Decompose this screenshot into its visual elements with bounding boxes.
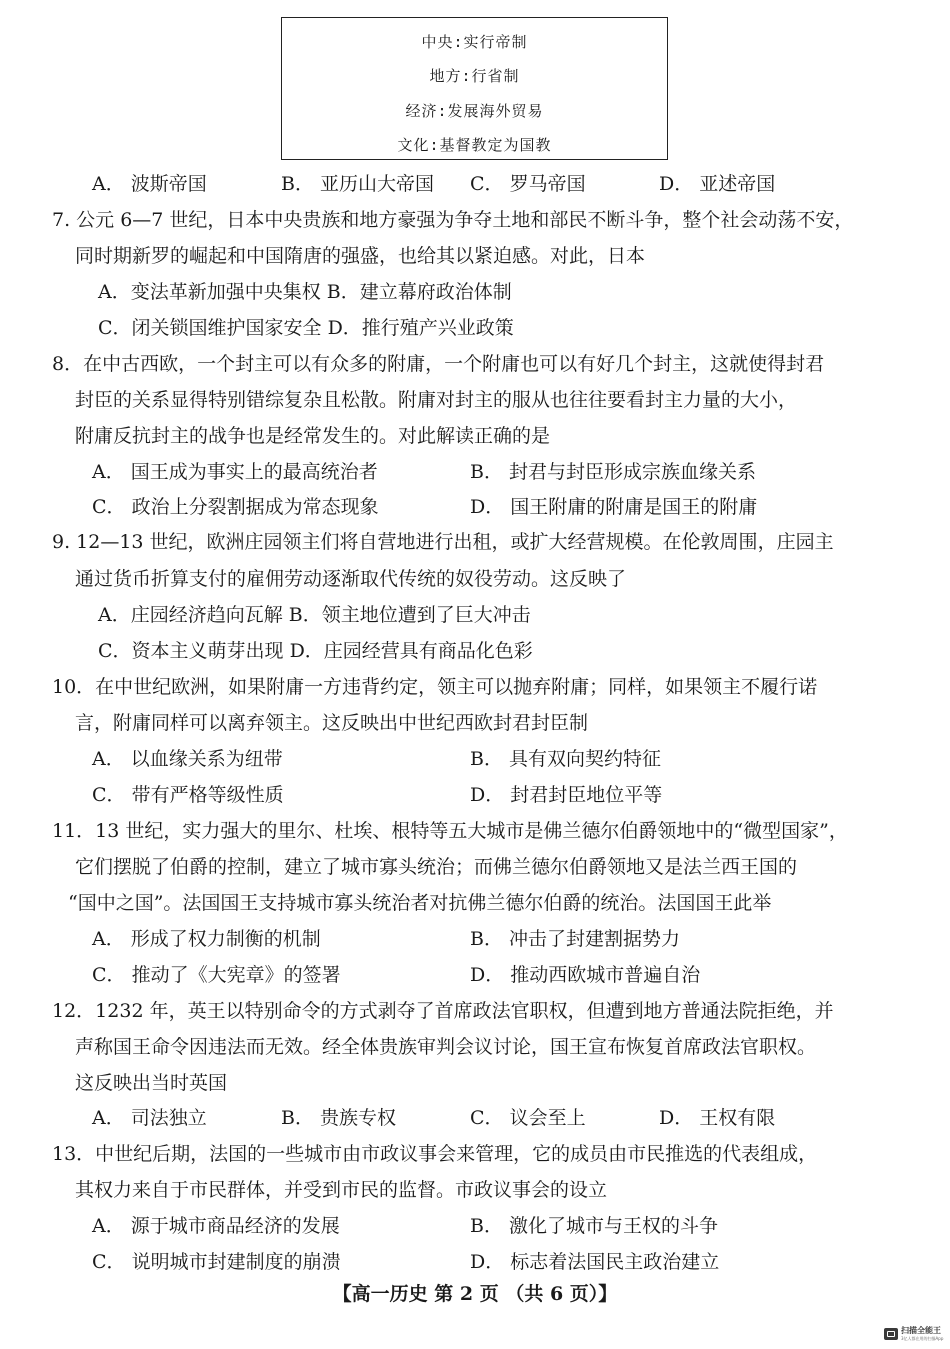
q12-stem-line1: 12．1232 年，英王以特别命令的方式剥夺了首席政法官职权，但遭到地方普通法院拒绝，并 [52,1000,834,1022]
q9-options-cd: C．资本主义萌芽出现 D．庄园经营具有商品化色彩 [98,640,533,662]
q7-stem-line1: 7. 公元 6—7 世纪，日本中央贵族和地方豪强为争夺土地和部民不断斗争，整个社会动荡不安， [52,209,854,231]
q10-option-b: B． 具有双向契约特征 [470,748,662,770]
q6-option-b: B． 亚历山大帝国 [281,173,435,195]
q11-option-a: A． 形成了权力制衡的机制 [92,928,321,950]
q12-stem-line3: 这反映出当时英国 [75,1072,228,1094]
q10-option-c: C． 带有严格等级性质 [92,784,284,806]
q11-stem-line2: 它们摆脱了伯爵的控制，建立了城市寡头统治；而佛兰德尔伯爵领地又是法兰西王国的 [75,856,798,878]
q12-stem-line2: 声称国王命令因违法而无效。经全体贵族审判会议讨论，国王宣布恢复首席政法官职权。 [75,1036,817,1058]
q9-stem-line1: 9. 12—13 世纪，欧洲庄园领主们将自营地进行出租，或扩大经营规模。在伦敦周围，庄园主 [52,531,834,553]
q8-stem-line1: 8．在中古西欧，一个封主可以有众多的附庸，一个附庸也可以有好几个封主，这就使得封君 [52,353,825,375]
q10-option-d: D． 封君封臣地位平等 [470,784,663,806]
q8-stem-line2: 封臣的关系显得特别错综复杂且松散。附庸对封主的服从也往往要看封主力量的大小， [75,389,798,411]
q8-option-b: B． 封君与封臣形成宗族血缘关系 [470,461,757,483]
q7-options-ab: A．变法革新加强中央集权 B．建立幕府政治体制 [98,281,512,303]
q13-stem-line1: 13．中世纪后期，法国的一些城市由市政议事会来管理，它的成员由市民推选的代表组成， [52,1143,818,1165]
q12-option-a: A． 司法独立 [92,1107,207,1129]
q11-stem-line1: 11．13 世纪，实力强大的里尔、杜埃、根特等五大城市是佛兰德尔伯爵领地中的“微型国家”， [52,820,848,842]
q13-stem-line2: 其权力来自于市民群体，并受到市民的监督。市政议事会的设立 [75,1179,608,1201]
box-line-culture: 文化:基督教定为国教 [397,136,552,154]
info-box [281,17,668,160]
q8-stem-line3: 附庸反抗封主的战争也是经常发生的。对此解读正确的是 [75,425,551,447]
q8-option-d: D． 国王附庸的附庸是国王的附庸 [470,496,758,518]
box-line-local: 地方:行省制 [429,67,520,85]
q10-stem-line2: 言，附庸同样可以离弃领主。这反映出中世纪西欧封君封臣制 [75,712,589,734]
q6-option-c: C． 罗马帝国 [470,173,586,195]
q11-option-c: C． 推动了《大宪章》的签署 [92,964,341,986]
q8-option-c: C． 政治上分裂割据成为常态现象 [92,496,379,518]
box-line-economy: 经济:发展海外贸易 [405,102,544,120]
q12-option-b: B． 贵族专权 [281,1107,397,1129]
q13-option-b: B． 激化了城市与王权的斗争 [470,1215,719,1237]
q6-option-a: A． 波斯帝国 [92,173,207,195]
q10-stem-line1: 10．在中世纪欧洲，如果附庸一方违背约定，领主可以抛弃附庸；同样，如果领主不履行诺 [52,676,818,698]
q11-stem-line3: “国中之国”。法国国王支持城市寡头统治者对抗佛兰德尔伯爵的统治。法国国王此举 [68,892,772,914]
q7-options-cd: C．闭关锁国维护国家安全 D．推行殖产兴业政策 [98,317,514,339]
box-line-central: 中央:实行帝制 [421,33,528,51]
scanner-watermark [884,1326,946,1344]
q12-option-d: D． 王权有限 [659,1107,776,1129]
q12-option-c: C． 议会至上 [470,1107,586,1129]
q8-option-a: A． 国王成为事实上的最高统治者 [92,461,378,483]
scanner-tagline: 3亿人都在用的扫描App [901,1336,944,1341]
q7-stem-line2: 同时期新罗的崛起和中国隋唐的强盛，也给其以紧迫感。对此，日本 [75,245,646,267]
q13-option-c: C． 说明城市封建制度的崩溃 [92,1251,341,1273]
q13-option-d: D． 标志着法国民主政治建立 [470,1251,720,1273]
scanner-name: 扫描全能王 [901,1326,941,1335]
page-footer: 【高一历史 第 2 页 （共 6 页）】 [332,1283,618,1305]
q9-stem-line2: 通过货币折算支付的雇佣劳动逐渐取代传统的奴役劳动。这反映了 [75,568,627,590]
q13-option-a: A． 源于城市商品经济的发展 [92,1215,340,1237]
q6-option-d: D． 亚述帝国 [659,173,776,195]
q11-option-b: B． 冲击了封建割据势力 [470,928,681,950]
scanner-logo-icon [884,1328,898,1340]
q9-options-ab: A．庄园经济趋向瓦解 B．领主地位遭到了巨大冲击 [98,604,531,626]
q11-option-d: D． 推动西欧城市普遍自治 [470,964,701,986]
q10-option-a: A． 以血缘关系为纽带 [92,748,283,770]
